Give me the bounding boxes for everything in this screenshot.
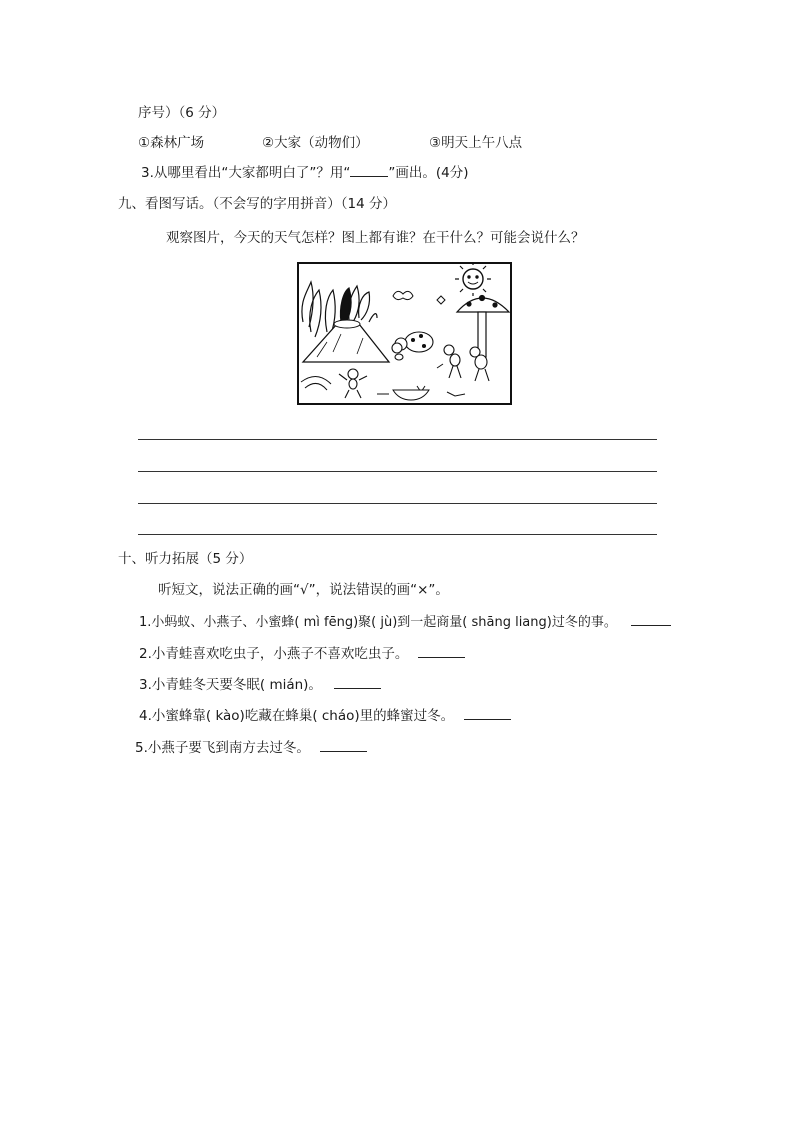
list-item <box>139 707 511 725</box>
item-1-text: 1.小蚂蚁、小燕子、小蜜蜂( mì fēng)聚( jù)到一起商量( shāng liang)过冬的事。 <box>139 615 617 630</box>
section-10-heading: 十、听力拓展（5 分） <box>118 551 253 567</box>
item-3-text: 3.小青蛙冬天要冬眠( mián)。 <box>139 677 322 693</box>
q8-option-2: ②大家（动物们） <box>262 135 369 151</box>
item-4-answer-blank[interactable] <box>464 707 511 720</box>
section-9-prompt: 观察图片，今天的天气怎样？图上都有谁？在干什么？可能会说什么？ <box>166 230 585 246</box>
q8-q3-text-before: 3.从哪里看出“大家都明白了”？用“ <box>141 165 351 181</box>
item-5-text: 5.小燕子要飞到南方去过冬。 <box>135 740 310 756</box>
list-item <box>139 676 381 694</box>
list-item <box>139 613 671 632</box>
item-5-answer-blank[interactable] <box>320 739 367 752</box>
writing-line-2[interactable] <box>138 471 657 472</box>
q8-q3-blank[interactable] <box>350 164 388 177</box>
section-9-heading: 九、看图写话。（不会写的字用拼音）（14 分） <box>118 196 396 212</box>
q8-continuation: 序号）（6 分） <box>138 105 226 121</box>
section-10-instruction: 听短文，说法正确的画“√”，说法错误的画“×”。 <box>158 582 449 598</box>
writing-line-3[interactable] <box>138 503 657 504</box>
writing-line-4[interactable] <box>138 534 657 535</box>
item-1-answer-blank[interactable] <box>631 613 671 626</box>
q8-option-3: ③明天上午八点 <box>429 135 523 151</box>
list-item <box>139 645 465 663</box>
item-2-answer-blank[interactable] <box>418 645 465 658</box>
item-3-answer-blank[interactable] <box>334 676 381 689</box>
item-4-text: 4.小蜜蜂靠( kào)吃藏在蜂巢( cháo)里的蜂蜜过冬。 <box>139 708 455 724</box>
q8-option-1: ①森林广场 <box>138 135 205 151</box>
item-2-text: 2.小青蛙喜欢吃虫子，小燕子不喜欢吃虫子。 <box>139 646 409 662</box>
q8-question-3 <box>141 164 469 182</box>
q8-q3-text-after: ”画出。(4分) <box>388 165 469 181</box>
writing-line-1[interactable] <box>138 439 657 440</box>
list-item <box>135 739 367 757</box>
picture-illustration <box>297 262 512 405</box>
